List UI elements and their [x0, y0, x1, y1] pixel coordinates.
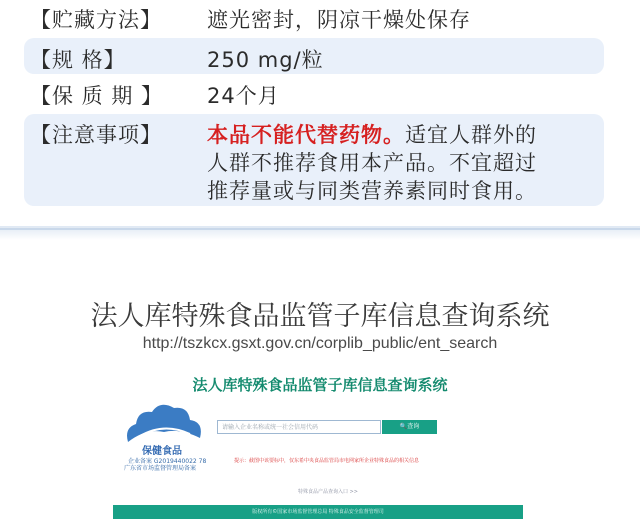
spec-row-storage: [0, 0, 640, 36]
blue-hat-icon: [120, 398, 208, 444]
search-tip: 提示：截图中该要标中，仅东希中央食品监管局市电网家所企业特殊食品的相关信息: [234, 458, 420, 464]
site-title: 法人库特殊食品监管子库信息查询系统: [192, 376, 448, 394]
logo-name: 保健食品: [142, 446, 182, 457]
shelf-life-value: 24个月: [207, 84, 280, 108]
query-system-title: 法人库特殊食品监管子库信息查询系统: [90, 301, 550, 332]
shelf-life-label: 【保 质 期 】: [30, 84, 164, 108]
size-label: 【规 格】: [30, 48, 126, 72]
search-button[interactable]: 🔍查询: [382, 420, 437, 434]
site-footer: 版权所有©国家市场监督管理总局 特殊食品安全监督管理司: [113, 505, 523, 519]
size-value: 250 mg/粒: [207, 48, 324, 72]
spec-row-notes: [24, 114, 604, 206]
logo-line1: 企业备案 G2019440022 78: [128, 458, 207, 465]
spec-row-shelf-life: [0, 76, 640, 112]
notes-line1: [207, 119, 537, 149]
logo-line2: 广东省市场监督管理局备案: [124, 465, 197, 472]
notes-line3: 推荐量或与同类营养素同时食用。: [207, 179, 537, 203]
section-divider-line: [0, 228, 640, 230]
storage-value: 遮光密封，阴凉干燥处保存: [207, 8, 471, 32]
query-system-url[interactable]: http://tszkcx.gsxt.gov.cn/corplib_public/ent_search: [142, 335, 498, 352]
notes-warning: 本品不能代替药物。: [207, 123, 405, 147]
notes-line2: 人群不推荐食用本产品。不宜超过: [207, 151, 537, 175]
search-input[interactable]: 请输入企业名称或统一社会信用代码: [217, 420, 381, 434]
notes-label: 【注意事项】: [30, 123, 162, 147]
spec-row-size: [24, 38, 604, 74]
notes-line1-rest: 适宜人群外的: [405, 123, 537, 147]
storage-label: 【贮藏方法】: [30, 8, 162, 32]
product-query-link[interactable]: 特殊食品产品查询入口 >>: [298, 489, 358, 495]
